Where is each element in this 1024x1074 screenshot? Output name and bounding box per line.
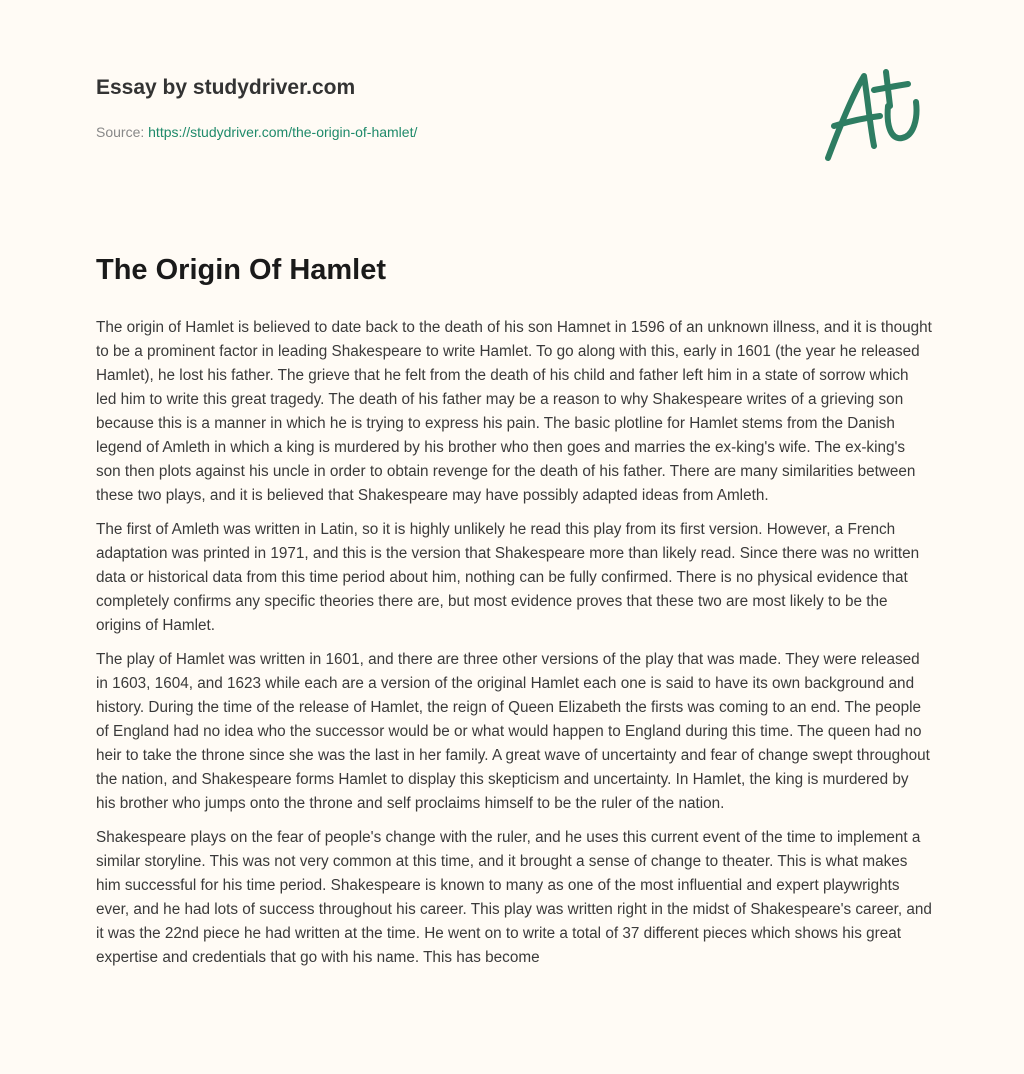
page-title: The Origin Of Hamlet (96, 254, 387, 286)
source-link[interactable]: https://studydriver.com/the-origin-of-hamlet/ (148, 124, 418, 140)
article-body (96, 316, 932, 980)
paragraph: The play of Hamlet was written in 1601, and there are three other versions of the play that was made. They were released in 1603, 1604, and 1623 while each are a version of the original Hamlet each one is said to have its own background and history. During the time of the release of Hamlet, the reign of Queen Elizabeth the firsts was coming to an end. The people of England had no idea who the successor would be or what would happen to England during this time. The queen had no heir to take the throne since she was the last in her family. A great wave of uncertainty and fear of change swept throughout the nation, and Shakespeare forms Hamlet to display this skepticism and uncertainty. In Hamlet, the king is murdered by his brother who jumps onto the throne and self proclaims himself to be the ruler of the nation. (96, 651, 930, 812)
source-label: Source: (96, 124, 145, 140)
paragraph: The first of Amleth was written in Latin, so it is highly unlikely he read this play from its first version. However, a French adaptation was printed in 1971, and this is the version that Shakespeare more than likely read. Since there was no written data or historical data from this time period about him, nothing can be fully confirmed. There is no physical evidence that completely confirms any specific theories there are, but most evidence proves that these two are most likely to be the origins of Hamlet. (96, 521, 920, 634)
paragraph: Shakespeare plays on the fear of people's change with the ruler, and he uses this current event of the time to implement a similar storyline. This was not very common at this time, and it brought a sense of change to theater. This is what makes him successful for his time period. Shakespeare is known to many as one of the most influential and expert playwrights ever, and he had lots of success throughout his career. This play was written right in the midst of Shakespeare's career, and it was the 22nd piece he had written at the time. He went on to write a total of 37 different pieces which shows his great expertise and credentials that go with his name. This has become (96, 829, 932, 966)
source-line (96, 124, 417, 140)
paragraph: The origin of Hamlet is believed to date back to the death of his son Hamnet in 1596 of an unknown illness, and it is thought to be a prominent factor in leading Shakespeare to write Hamlet. To go along with this, early in 1601 (the year he released Hamlet), he lost his father. The grieve that he felt from the death of his child and father left him in a state of sorrow which led him to write this great tragedy. The death of his father may be a reason to why Shakespeare writes of a grieving son because this is a manner in which he is trying to express his pain. The basic plotline for Hamlet stems from the Danish legend of Amleth in which a king is murdered by his brother who then goes and marries the ex-king's wife. The ex-king's son then plots against his uncle in order to obtain revenge for the death of his father. There are many similarities between these two plays, and it is believed that Shakespeare may have possibly adapted ideas from Amleth. (96, 319, 932, 504)
a-plus-logo-icon (818, 66, 930, 166)
brand-title: Essay by studydriver.com (96, 76, 356, 99)
